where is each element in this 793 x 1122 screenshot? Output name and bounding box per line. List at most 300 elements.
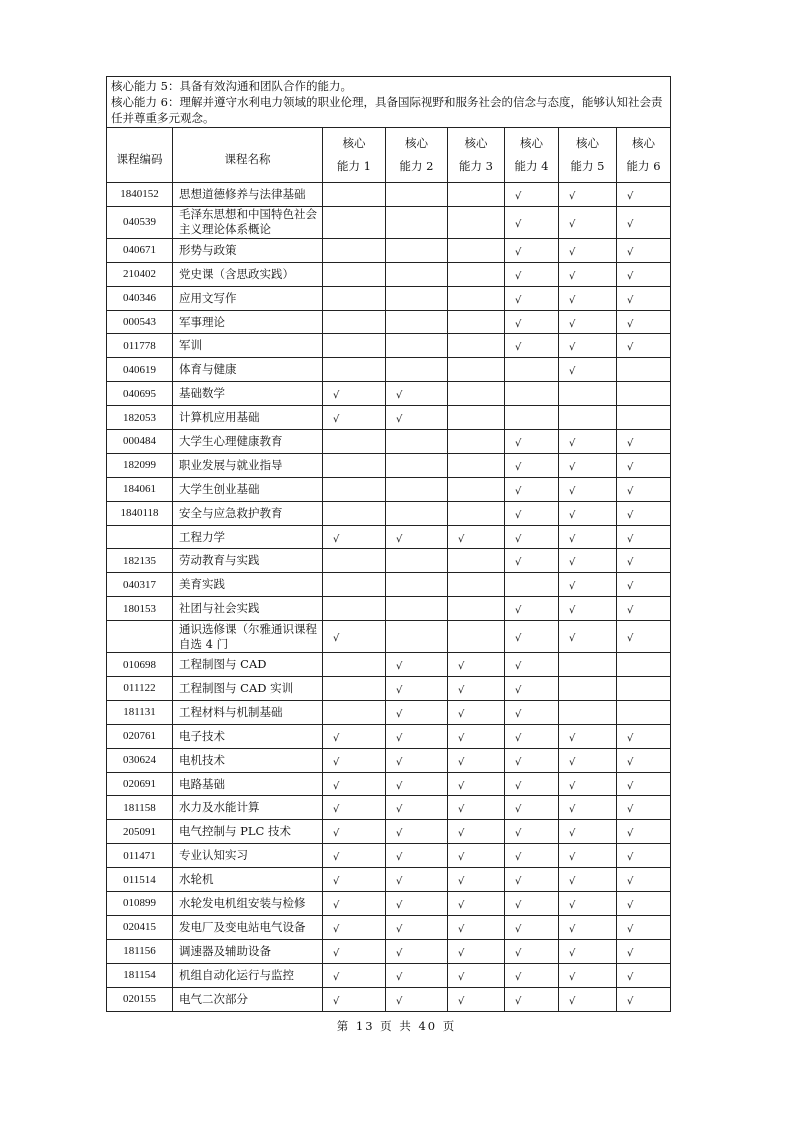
course-name: 应用文写作	[173, 286, 323, 310]
table-row	[107, 382, 671, 406]
capability-2-cell	[386, 238, 448, 262]
check-mark-icon: √	[569, 509, 576, 521]
capability-5-cell	[559, 286, 617, 310]
check-mark-icon: √	[458, 533, 465, 545]
check-mark-icon: √	[627, 804, 634, 816]
check-mark-icon: √	[396, 756, 403, 768]
capability-3-cell	[448, 987, 505, 1011]
capability-3-cell	[448, 501, 505, 525]
capability-3-cell	[448, 621, 505, 653]
capability-3-cell	[448, 238, 505, 262]
capability-descriptions	[107, 77, 671, 128]
course-code	[107, 525, 173, 549]
check-mark-icon: √	[569, 437, 576, 449]
capability-3-cell	[448, 310, 505, 334]
capability-1-cell	[323, 286, 386, 310]
check-mark-icon: √	[627, 947, 634, 959]
check-mark-icon: √	[458, 661, 465, 673]
check-mark-icon: √	[458, 995, 465, 1007]
course-name: 水轮机	[173, 868, 323, 892]
capability-1-cell	[323, 939, 386, 963]
capability-3-cell	[448, 820, 505, 844]
capability-1-cell	[323, 748, 386, 772]
capability-2-cell	[386, 820, 448, 844]
capability-4-cell	[505, 820, 559, 844]
capability-3-cell	[448, 206, 505, 238]
capability-3-cell	[448, 796, 505, 820]
capability-4-cell	[505, 430, 559, 454]
check-mark-icon: √	[627, 633, 634, 645]
header-capability-6-top: 核心	[632, 136, 656, 150]
capability-4-cell	[505, 772, 559, 796]
capability-5-cell	[559, 501, 617, 525]
capability-5-cell	[559, 844, 617, 868]
course-name: 工程材料与机制基础	[173, 700, 323, 724]
course-code: 182135	[107, 549, 173, 573]
course-code: 020415	[107, 915, 173, 939]
capability-3-cell	[448, 892, 505, 916]
capability-4-cell	[505, 987, 559, 1011]
check-mark-icon: √	[515, 218, 522, 230]
course-code: 181154	[107, 963, 173, 987]
header-capability-3-top: 核心	[464, 136, 488, 150]
capability-6-cell	[617, 549, 671, 573]
check-mark-icon: √	[627, 581, 634, 593]
capability-6-cell	[617, 382, 671, 406]
capability-1-cell	[323, 796, 386, 820]
course-name: 社团与社会实践	[173, 597, 323, 621]
capability-2-cell	[386, 653, 448, 677]
capability-1-cell	[323, 206, 386, 238]
capability-3-cell	[448, 453, 505, 477]
course-name: 劳动教育与实践	[173, 549, 323, 573]
capability-6-cell	[617, 206, 671, 238]
check-mark-icon: √	[458, 899, 465, 911]
check-mark-icon: √	[515, 684, 522, 696]
check-mark-icon: √	[458, 732, 465, 744]
capability-3-cell	[448, 844, 505, 868]
check-mark-icon: √	[396, 876, 403, 888]
capability-4-cell	[505, 453, 559, 477]
capability-3-cell	[448, 772, 505, 796]
check-mark-icon: √	[333, 732, 340, 744]
table-row	[107, 748, 671, 772]
check-mark-icon: √	[569, 294, 576, 306]
check-mark-icon: √	[569, 246, 576, 258]
capability-1-cell	[323, 772, 386, 796]
course-code: 011514	[107, 868, 173, 892]
check-mark-icon: √	[515, 270, 522, 282]
capability-3-cell	[448, 406, 505, 430]
table-row	[107, 677, 671, 701]
course-code: 1840152	[107, 183, 173, 207]
capability-6-cell	[617, 772, 671, 796]
course-code: 010698	[107, 653, 173, 677]
capability-1-cell	[323, 183, 386, 207]
capability-4-cell	[505, 525, 559, 549]
check-mark-icon: √	[515, 533, 522, 545]
header-row	[107, 128, 671, 183]
capability-5-cell	[559, 748, 617, 772]
check-mark-icon: √	[396, 533, 403, 545]
course-code: 181156	[107, 939, 173, 963]
capability-3-cell	[448, 286, 505, 310]
capability-6-cell	[617, 310, 671, 334]
capability-6-cell	[617, 501, 671, 525]
capability-4-cell	[505, 677, 559, 701]
header-capability-2-bottom: 能力 2	[399, 159, 434, 173]
table-row	[107, 238, 671, 262]
check-mark-icon: √	[396, 947, 403, 959]
capability-3-cell	[448, 700, 505, 724]
course-name: 水力及水能计算	[173, 796, 323, 820]
course-code: 210402	[107, 262, 173, 286]
check-mark-icon: √	[515, 437, 522, 449]
capability-3-cell	[448, 382, 505, 406]
capability-1-cell	[323, 892, 386, 916]
capability-2-cell	[386, 621, 448, 653]
table-row	[107, 573, 671, 597]
capability-1-cell	[323, 700, 386, 724]
capability-1-cell	[323, 724, 386, 748]
check-mark-icon: √	[458, 684, 465, 696]
table-row	[107, 286, 671, 310]
course-code: 000484	[107, 430, 173, 454]
course-code: 184061	[107, 477, 173, 501]
header-capability-5-top: 核心	[576, 136, 599, 150]
header-capability-2-top: 核心	[405, 136, 428, 150]
capability-5-cell	[559, 621, 617, 653]
check-mark-icon: √	[515, 876, 522, 888]
check-mark-icon: √	[515, 828, 522, 840]
table-row	[107, 915, 671, 939]
check-mark-icon: √	[569, 923, 576, 935]
check-mark-icon: √	[396, 899, 403, 911]
check-mark-icon: √	[333, 923, 340, 935]
course-code: 011122	[107, 677, 173, 701]
capability-5-cell	[559, 406, 617, 430]
table-row	[107, 406, 671, 430]
check-mark-icon: √	[458, 947, 465, 959]
check-mark-icon: √	[627, 852, 634, 864]
table-row	[107, 820, 671, 844]
course-code: 020691	[107, 772, 173, 796]
capability-1-cell	[323, 501, 386, 525]
table-row	[107, 892, 671, 916]
check-mark-icon: √	[627, 899, 634, 911]
table-row	[107, 772, 671, 796]
capability-3-cell	[448, 549, 505, 573]
capability-5-cell	[559, 724, 617, 748]
capability-2-cell	[386, 501, 448, 525]
capability-3-cell	[448, 939, 505, 963]
capability-6-cell	[617, 238, 671, 262]
check-mark-icon: √	[569, 756, 576, 768]
capability-1-cell	[323, 677, 386, 701]
capability-2-cell	[386, 868, 448, 892]
check-mark-icon: √	[627, 605, 634, 617]
check-mark-icon: √	[569, 804, 576, 816]
capability-4-cell	[505, 406, 559, 430]
capability-1-cell	[323, 358, 386, 382]
capability-4-cell	[505, 963, 559, 987]
capability-6-cell	[617, 939, 671, 963]
capability-2-cell	[386, 334, 448, 358]
check-mark-icon: √	[458, 780, 465, 792]
check-mark-icon: √	[458, 852, 465, 864]
capability-3-cell	[448, 183, 505, 207]
capability-3-cell	[448, 597, 505, 621]
check-mark-icon: √	[515, 995, 522, 1007]
check-mark-icon: √	[515, 923, 522, 935]
check-mark-icon: √	[569, 318, 576, 330]
capability-5-cell	[559, 453, 617, 477]
check-mark-icon: √	[396, 414, 403, 426]
capability-1-cell	[323, 621, 386, 653]
table-row	[107, 501, 671, 525]
check-mark-icon: √	[569, 461, 576, 473]
check-mark-icon: √	[333, 852, 340, 864]
check-mark-icon: √	[515, 756, 522, 768]
capability-6-cell	[617, 915, 671, 939]
check-mark-icon: √	[333, 756, 340, 768]
course-name: 思想道德修养与法律基础	[173, 183, 323, 207]
capability-2-cell	[386, 549, 448, 573]
course-name: 工程制图与 CAD 实训	[173, 677, 323, 701]
capability-4-cell	[505, 310, 559, 334]
course-code: 011471	[107, 844, 173, 868]
course-code: 011778	[107, 334, 173, 358]
check-mark-icon: √	[333, 995, 340, 1007]
table-row	[107, 796, 671, 820]
check-mark-icon: √	[627, 270, 634, 282]
check-mark-icon: √	[627, 318, 634, 330]
capability-2-cell	[386, 915, 448, 939]
check-mark-icon: √	[515, 485, 522, 497]
capability-3-cell	[448, 334, 505, 358]
check-mark-icon: √	[569, 732, 576, 744]
course-code: 180153	[107, 597, 173, 621]
header-capability-3-bottom: 能力 3	[459, 159, 493, 173]
table-row	[107, 310, 671, 334]
capability-2-cell	[386, 382, 448, 406]
check-mark-icon: √	[569, 557, 576, 569]
capability-2-cell	[386, 700, 448, 724]
check-mark-icon: √	[333, 633, 340, 645]
capability-3-cell	[448, 653, 505, 677]
capability-6-description: 核心能力 6：理解并遵守水利电力领域的职业伦理，具备国际视野和服务社会的信念与态度，能够认知社会责任并尊重多元观念。	[111, 95, 663, 125]
capability-2-cell	[386, 310, 448, 334]
check-mark-icon: √	[333, 414, 340, 426]
capability-4-cell	[505, 597, 559, 621]
capability-2-cell	[386, 453, 448, 477]
course-capability-matrix	[106, 76, 671, 1012]
capability-2-cell	[386, 939, 448, 963]
course-code: 205091	[107, 820, 173, 844]
intro-row	[107, 77, 671, 128]
capability-5-cell	[559, 796, 617, 820]
check-mark-icon: √	[627, 509, 634, 521]
check-mark-icon: √	[333, 533, 340, 545]
capability-4-cell	[505, 868, 559, 892]
check-mark-icon: √	[333, 804, 340, 816]
course-code: 040539	[107, 206, 173, 238]
capability-1-cell	[323, 430, 386, 454]
check-mark-icon: √	[569, 947, 576, 959]
capability-2-cell	[386, 262, 448, 286]
capability-1-cell	[323, 549, 386, 573]
course-code: 040671	[107, 238, 173, 262]
capability-3-cell	[448, 748, 505, 772]
course-name: 电机技术	[173, 748, 323, 772]
course-name: 通识选修课（尔雅通识课程自选 4 门	[173, 621, 323, 653]
capability-2-cell	[386, 844, 448, 868]
check-mark-icon: √	[515, 633, 522, 645]
check-mark-icon: √	[333, 899, 340, 911]
check-mark-icon: √	[333, 780, 340, 792]
header-capability-6-bottom: 能力 6	[626, 159, 661, 173]
course-name: 计算机应用基础	[173, 406, 323, 430]
capability-5-cell	[559, 939, 617, 963]
header-capability-4-top: 核心	[520, 136, 543, 150]
check-mark-icon: √	[515, 947, 522, 959]
check-mark-icon: √	[569, 633, 576, 645]
header-capability-5	[559, 128, 617, 183]
check-mark-icon: √	[627, 461, 634, 473]
check-mark-icon: √	[396, 732, 403, 744]
capability-1-cell	[323, 820, 386, 844]
capability-1-cell	[323, 868, 386, 892]
capability-1-cell	[323, 334, 386, 358]
check-mark-icon: √	[569, 342, 576, 354]
check-mark-icon: √	[333, 971, 340, 983]
capability-2-cell	[386, 286, 448, 310]
check-mark-icon: √	[396, 684, 403, 696]
header-capability-6	[617, 128, 671, 183]
header-capability-1-bottom: 能力 1	[337, 159, 371, 173]
capability-6-cell	[617, 892, 671, 916]
capability-6-cell	[617, 430, 671, 454]
capability-6-cell	[617, 653, 671, 677]
course-name: 军事理论	[173, 310, 323, 334]
check-mark-icon: √	[569, 995, 576, 1007]
check-mark-icon: √	[458, 804, 465, 816]
table-row	[107, 358, 671, 382]
check-mark-icon: √	[627, 218, 634, 230]
capability-1-cell	[323, 262, 386, 286]
capability-1-cell	[323, 653, 386, 677]
course-name: 大学生心理健康教育	[173, 430, 323, 454]
check-mark-icon: √	[515, 557, 522, 569]
capability-4-cell	[505, 892, 559, 916]
capability-4-cell	[505, 796, 559, 820]
capability-1-cell	[323, 406, 386, 430]
capability-6-cell	[617, 597, 671, 621]
capability-4-cell	[505, 382, 559, 406]
header-capability-2	[386, 128, 448, 183]
table-row	[107, 183, 671, 207]
capability-5-cell	[559, 334, 617, 358]
course-code: 181158	[107, 796, 173, 820]
capability-1-cell	[323, 238, 386, 262]
check-mark-icon: √	[627, 732, 634, 744]
capability-2-cell	[386, 206, 448, 238]
course-code: 1840118	[107, 501, 173, 525]
check-mark-icon: √	[396, 971, 403, 983]
capability-3-cell	[448, 963, 505, 987]
check-mark-icon: √	[515, 342, 522, 354]
capability-5-cell	[559, 892, 617, 916]
check-mark-icon: √	[627, 437, 634, 449]
check-mark-icon: √	[396, 852, 403, 864]
capability-6-cell	[617, 525, 671, 549]
course-name: 职业发展与就业指导	[173, 453, 323, 477]
check-mark-icon: √	[627, 190, 634, 202]
course-name: 党史课（含思政实践）	[173, 262, 323, 286]
capability-6-cell	[617, 621, 671, 653]
course-code: 010899	[107, 892, 173, 916]
check-mark-icon: √	[333, 828, 340, 840]
check-mark-icon: √	[569, 899, 576, 911]
capability-3-cell	[448, 262, 505, 286]
header-capability-4	[505, 128, 559, 183]
course-code: 181131	[107, 700, 173, 724]
capability-1-cell	[323, 963, 386, 987]
table-row	[107, 868, 671, 892]
check-mark-icon: √	[569, 852, 576, 864]
capability-4-cell	[505, 653, 559, 677]
check-mark-icon: √	[515, 971, 522, 983]
capability-5-cell	[559, 573, 617, 597]
table-row	[107, 597, 671, 621]
course-name: 安全与应急救护教育	[173, 501, 323, 525]
capability-2-cell	[386, 748, 448, 772]
capability-6-cell	[617, 358, 671, 382]
capability-4-cell	[505, 238, 559, 262]
capability-5-cell	[559, 963, 617, 987]
capability-5-cell	[559, 700, 617, 724]
header-course-code: 课程编码	[107, 128, 173, 183]
check-mark-icon: √	[396, 995, 403, 1007]
check-mark-icon: √	[515, 605, 522, 617]
check-mark-icon: √	[569, 971, 576, 983]
check-mark-icon: √	[458, 756, 465, 768]
course-name: 基础数学	[173, 382, 323, 406]
check-mark-icon: √	[569, 605, 576, 617]
course-name: 调速器及辅助设备	[173, 939, 323, 963]
capability-5-cell	[559, 772, 617, 796]
capability-2-cell	[386, 796, 448, 820]
capability-2-cell	[386, 525, 448, 549]
table-row	[107, 262, 671, 286]
capability-2-cell	[386, 724, 448, 748]
check-mark-icon: √	[396, 828, 403, 840]
table-row	[107, 724, 671, 748]
capability-5-cell	[559, 262, 617, 286]
table-row	[107, 549, 671, 573]
course-code: 182053	[107, 406, 173, 430]
course-code: 020155	[107, 987, 173, 1011]
capability-1-cell	[323, 382, 386, 406]
header-capability-1-top: 核心	[342, 136, 366, 150]
capability-6-cell	[617, 477, 671, 501]
check-mark-icon: √	[515, 190, 522, 202]
check-mark-icon: √	[627, 971, 634, 983]
course-name: 水轮发电机组安装与检修	[173, 892, 323, 916]
course-code: 030624	[107, 748, 173, 772]
header-capability-4-bottom: 能力 4	[514, 159, 549, 173]
check-mark-icon: √	[396, 390, 403, 402]
